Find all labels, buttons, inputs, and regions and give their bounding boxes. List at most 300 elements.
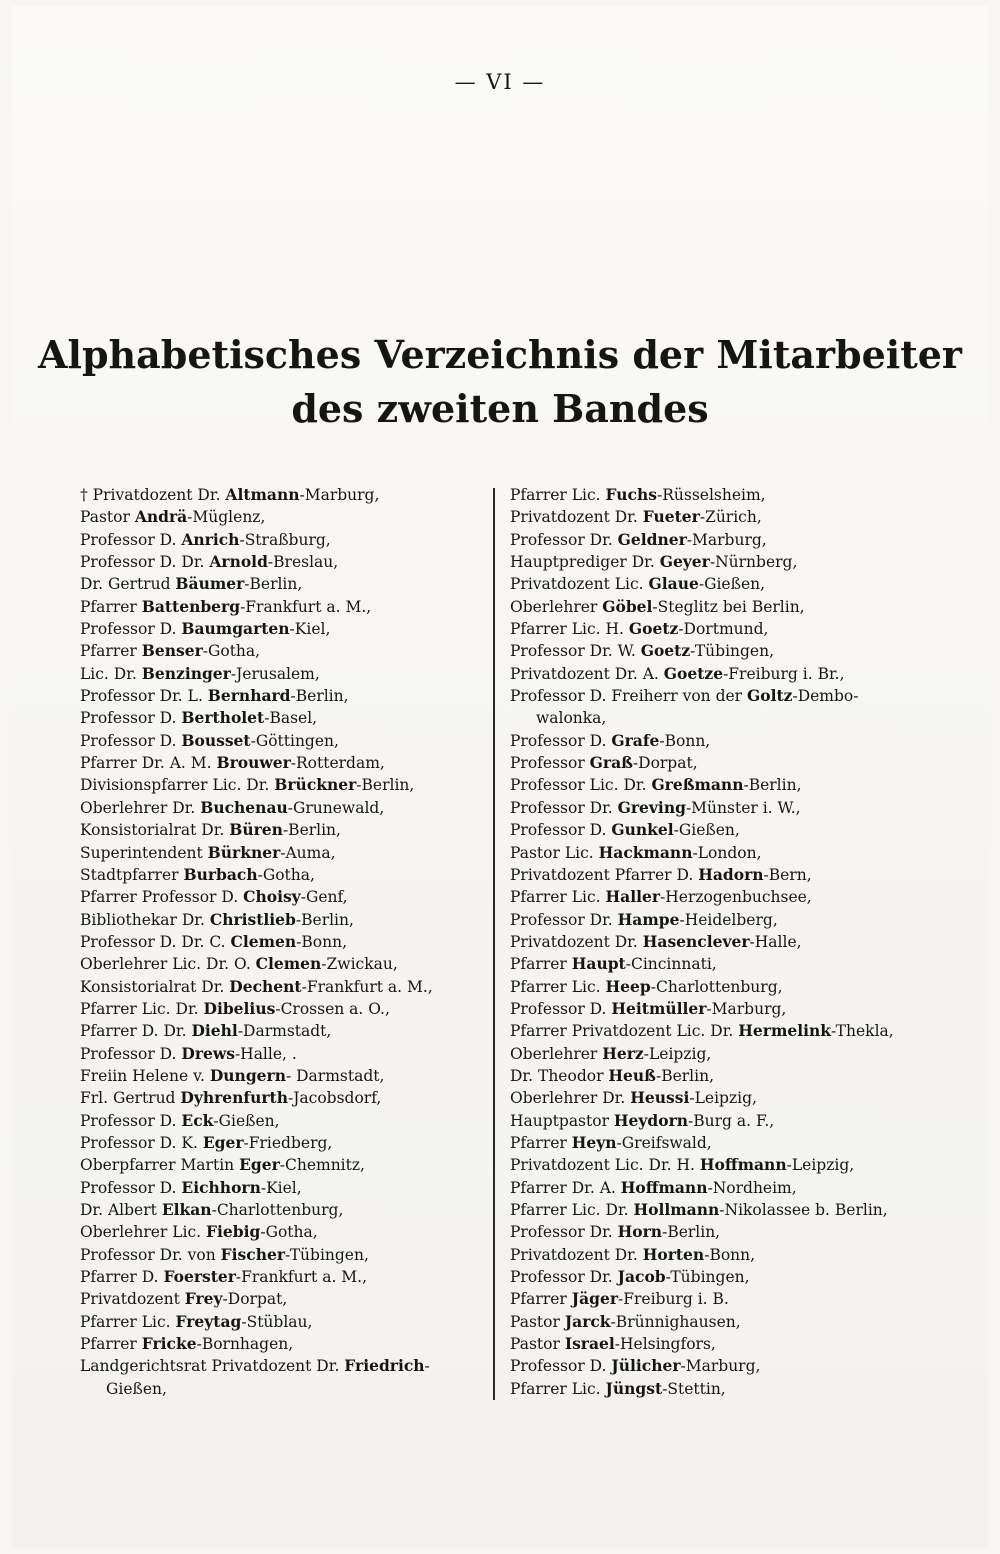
entry-place: -Marburg, bbox=[299, 486, 380, 504]
entry-title: Pfarrer Dr. A. M. bbox=[80, 754, 217, 773]
entry-title: Pfarrer Lic. bbox=[510, 888, 606, 907]
contributor-entry bbox=[510, 1132, 935, 1154]
entry-place: -Bonn, bbox=[659, 731, 711, 750]
contributor-entry bbox=[510, 819, 935, 841]
entry-surname: Burbach bbox=[183, 864, 258, 884]
contributor-entry bbox=[80, 1355, 480, 1377]
left-column bbox=[80, 484, 480, 1400]
entry-surname: Eger bbox=[239, 1155, 280, 1175]
contributor-entry bbox=[80, 1288, 480, 1310]
entry-place: -Straßburg, bbox=[239, 530, 331, 549]
entry-surname: Frey bbox=[184, 1289, 223, 1309]
entry-title: Pfarrer Privatdozent Lic. Dr. bbox=[510, 1022, 739, 1041]
entry-surname: Jüngst bbox=[605, 1378, 663, 1398]
entry-place: -Dortmund, bbox=[678, 620, 769, 639]
contributor-entry bbox=[80, 998, 480, 1020]
entry-title: Pfarrer Lic. bbox=[80, 1312, 176, 1331]
entry-place: -Halle, bbox=[749, 932, 802, 951]
entry-title: Professor Dr. bbox=[510, 1223, 618, 1242]
contributor-entry bbox=[80, 976, 480, 998]
entry-title: Professor D. bbox=[510, 821, 612, 840]
entry-place: -Burg a. F., bbox=[688, 1111, 775, 1130]
entry-surname: Goltz bbox=[747, 686, 793, 706]
contributor-entry bbox=[80, 1221, 480, 1243]
entry-place: -Heidelberg, bbox=[679, 910, 778, 929]
contributor-entry bbox=[80, 819, 480, 841]
entry-surname: Dyhrenfurth bbox=[180, 1088, 288, 1108]
contributor-entry bbox=[510, 1311, 935, 1333]
contributor-entry bbox=[510, 1199, 935, 1221]
entry-surname: Buchenau bbox=[200, 797, 288, 817]
entry-surname: Graß bbox=[589, 753, 633, 773]
entry-title: Professor D. Freiherr von der bbox=[510, 687, 748, 706]
contributor-entry bbox=[80, 1199, 480, 1221]
entry-place: - bbox=[424, 1357, 430, 1376]
contributor-entry bbox=[80, 1266, 480, 1288]
entry-title: Pfarrer Dr. A. bbox=[510, 1178, 621, 1197]
entry-surname: Foerster bbox=[163, 1267, 236, 1287]
entry-title: Pfarrer bbox=[80, 642, 142, 661]
contributor-entry bbox=[510, 931, 935, 953]
entry-title: Hauptprediger Dr. bbox=[510, 553, 660, 572]
entry-surname: Horten bbox=[642, 1244, 705, 1264]
entry-surname: Hackmann bbox=[598, 842, 693, 862]
entry-title: Privatdozent Lic. Dr. H. bbox=[510, 1156, 700, 1175]
entry-place: walonka, bbox=[536, 709, 607, 728]
contributor-entry bbox=[80, 1043, 480, 1065]
entry-place: -Dorpat, bbox=[632, 754, 698, 773]
contributor-entry bbox=[80, 1110, 480, 1132]
contributor-entry bbox=[80, 640, 480, 662]
contributor-entry bbox=[510, 1043, 935, 1065]
entry-surname: Battenberg bbox=[141, 596, 241, 616]
contributor-entry bbox=[80, 529, 480, 551]
entry-surname: Brückner bbox=[274, 775, 357, 795]
column-divider bbox=[493, 488, 495, 1400]
contributor-entry bbox=[80, 707, 480, 729]
contributor-entry bbox=[510, 1177, 935, 1199]
entry-place: -Stettin, bbox=[662, 1379, 726, 1398]
entry-title: Professor D. bbox=[510, 1357, 612, 1376]
entry-place: -Bornhagen, bbox=[196, 1335, 294, 1354]
entry-title: Professor Dr. W. bbox=[510, 642, 641, 661]
contributor-entry bbox=[80, 573, 480, 595]
entry-surname: Choisy bbox=[243, 887, 301, 907]
contributor-entry bbox=[510, 774, 935, 796]
entry-title: Privatdozent Pfarrer D. bbox=[510, 865, 699, 884]
entry-place: -Frankfurt a. M., bbox=[235, 1268, 368, 1287]
contributor-entry bbox=[80, 774, 480, 796]
entry-place: -Genf, bbox=[300, 888, 348, 907]
entry-title: Pfarrer D. Dr. bbox=[80, 1022, 192, 1041]
entry-title: Professor bbox=[510, 754, 590, 773]
entry-title: Professor D. bbox=[80, 709, 182, 728]
entry-place: -Leipzig, bbox=[689, 1089, 757, 1108]
entry-surname: Dungern bbox=[209, 1065, 286, 1085]
entry-title: Konsistorialrat Dr. bbox=[80, 821, 230, 840]
entry-title: Pastor bbox=[510, 1335, 565, 1354]
contributor-entry bbox=[510, 1333, 935, 1355]
entry-title: Freiin Helene v. bbox=[80, 1066, 210, 1085]
entry-title: Oberlehrer Lic. bbox=[80, 1223, 207, 1242]
contributor-entry bbox=[510, 685, 935, 707]
entry-title: Pfarrer bbox=[510, 1290, 572, 1309]
entry-place: -Cincinnati, bbox=[625, 955, 717, 974]
entry-title: Oberlehrer Dr. bbox=[80, 798, 201, 817]
entry-surname: Goetze bbox=[663, 663, 724, 683]
contributor-entry bbox=[510, 752, 935, 774]
entry-surname: Greßmann bbox=[651, 775, 744, 795]
entry-place: -Charlottenburg, bbox=[650, 977, 783, 996]
entry-surname: Bäumer bbox=[175, 574, 245, 594]
entry-title: Superintendent bbox=[80, 843, 208, 862]
contributor-entry bbox=[80, 1132, 480, 1154]
entry-title: Professor D. bbox=[510, 999, 612, 1018]
contributor-entry bbox=[510, 1266, 935, 1288]
contributor-entry bbox=[510, 573, 935, 595]
entry-surname: Goetz bbox=[628, 619, 679, 639]
entry-title: Konsistorialrat Dr. bbox=[80, 977, 230, 996]
entry-place: -Auma, bbox=[280, 843, 336, 862]
entry-place: -Rüsselsheim, bbox=[656, 486, 766, 504]
entry-place: -Gießen, bbox=[698, 575, 766, 594]
entry-place: -Berlin, bbox=[356, 776, 415, 795]
entry-surname: Dechent bbox=[229, 976, 302, 996]
entry-title: Professor Dr. bbox=[510, 1268, 618, 1287]
entry-surname: Arnold bbox=[209, 552, 268, 572]
entry-surname: Drews bbox=[181, 1043, 235, 1063]
contributor-entry bbox=[510, 663, 935, 685]
entry-surname: Fischer bbox=[220, 1244, 286, 1264]
entry-title: Pfarrer Lic. Dr. bbox=[510, 1201, 634, 1219]
entry-surname: Hoffmann bbox=[620, 1177, 708, 1197]
entry-place: -Jacobsdorf, bbox=[287, 1089, 382, 1108]
entry-title: Privatdozent Dr. bbox=[510, 1245, 643, 1264]
entry-place: -Gotha, bbox=[260, 1223, 318, 1242]
entry-surname: Jülicher bbox=[611, 1356, 681, 1376]
entry-surname: Heuß bbox=[608, 1065, 656, 1085]
entry-title: Professor Dr. bbox=[510, 530, 618, 549]
contributor-entry bbox=[80, 752, 480, 774]
entry-surname: Hollmann bbox=[633, 1200, 720, 1219]
contributor-entry bbox=[80, 506, 480, 528]
entry-surname: Eger bbox=[202, 1132, 244, 1152]
entry-surname: Israel bbox=[564, 1334, 615, 1354]
contributor-entry bbox=[80, 663, 480, 685]
entry-place: -Freiburg i. Br., bbox=[723, 664, 845, 683]
entry-place: -Frankfurt a. M., bbox=[301, 977, 433, 996]
entry-place: -Frankfurt a. M., bbox=[240, 597, 372, 616]
entry-surname: Heep bbox=[605, 976, 651, 996]
entry-place: -Greifswald, bbox=[616, 1133, 712, 1152]
entry-title: Pfarrer bbox=[80, 597, 142, 616]
contributor-entry bbox=[80, 1311, 480, 1333]
entry-title: Dr. Theodor bbox=[510, 1066, 609, 1085]
entry-place: -Berlin, bbox=[244, 575, 303, 594]
contributor-entry bbox=[80, 864, 480, 886]
page-number: — VI — bbox=[454, 70, 546, 94]
contributor-entry bbox=[510, 1378, 935, 1400]
contributor-entry bbox=[80, 931, 480, 953]
contributor-entry bbox=[80, 909, 480, 931]
contributor-entry bbox=[80, 1244, 480, 1266]
entry-surname: Goetz bbox=[640, 641, 691, 661]
entry-title: Pfarrer Lic. H. bbox=[510, 620, 629, 639]
contributor-entry bbox=[510, 953, 935, 975]
entry-place: -Crossen a. O., bbox=[275, 999, 390, 1018]
contributor-list bbox=[80, 484, 926, 1424]
entry-place: -Kiel, bbox=[260, 1178, 302, 1197]
contributor-entry bbox=[80, 1065, 480, 1087]
entry-place: -Dembo- bbox=[792, 687, 859, 706]
contributor-entry bbox=[80, 484, 480, 506]
entry-surname: Elkan bbox=[161, 1200, 212, 1219]
entry-surname: Benser bbox=[141, 641, 203, 661]
entry-title: Pfarrer Lic. bbox=[510, 1379, 606, 1398]
contributor-entry bbox=[510, 909, 935, 931]
entry-title: Pfarrer Lic. bbox=[510, 977, 606, 996]
contributor-entry bbox=[80, 685, 480, 707]
entry-surname: Haupt bbox=[571, 954, 626, 974]
entry-title: Pastor Lic. bbox=[510, 843, 599, 862]
entry-surname: Christlieb bbox=[209, 909, 296, 929]
entry-surname: Heitmüller bbox=[611, 998, 707, 1018]
entry-title: Privatdozent Lic. bbox=[510, 575, 649, 594]
entry-surname: Glaue bbox=[648, 574, 699, 594]
entry-place: -Berlin, bbox=[282, 821, 341, 840]
entry-place: -Berlin, bbox=[743, 776, 802, 795]
contributor-entry bbox=[80, 1333, 480, 1355]
contributor-entry bbox=[510, 506, 935, 528]
entry-surname: Fricke bbox=[141, 1334, 197, 1354]
entry-place: -Berlin, bbox=[655, 1066, 715, 1085]
entry-title: Privatdozent Dr. A. bbox=[510, 664, 664, 683]
entry-title: Landgerichtsrat Privatdozent Dr. bbox=[80, 1357, 345, 1376]
entry-surname: Jarck bbox=[564, 1311, 611, 1331]
entry-surname: Andrä bbox=[134, 507, 188, 527]
entry-place: -Nikolassee b. Berlin, bbox=[719, 1201, 888, 1219]
entry-place: -London, bbox=[692, 843, 762, 862]
entry-place: -Zürich, bbox=[699, 508, 762, 527]
entry-surname: Hermelink bbox=[738, 1021, 831, 1041]
entry-surname: Grafe bbox=[611, 730, 660, 750]
entry-title: Professor D. bbox=[80, 731, 182, 750]
entry-place: -Brünnighausen, bbox=[610, 1312, 741, 1331]
entry-surname: Geldner bbox=[617, 529, 687, 549]
entry-title: Professor D. K. bbox=[80, 1133, 203, 1152]
entry-surname: Göbel bbox=[602, 596, 653, 616]
entry-place: -Tübingen, bbox=[285, 1245, 369, 1264]
contributor-entry bbox=[80, 886, 480, 908]
entry-title: Oberlehrer Lic. Dr. O. bbox=[80, 955, 256, 974]
entry-place: -Rotterdam, bbox=[290, 754, 385, 773]
contributor-entry bbox=[510, 484, 935, 506]
entry-title: Divisionspfarrer Lic. Dr. bbox=[80, 776, 275, 795]
contributor-entry bbox=[510, 618, 935, 640]
entry-title: Pfarrer bbox=[80, 1335, 142, 1354]
entry-title: Professor D. bbox=[80, 1044, 182, 1063]
contributor-entry bbox=[510, 1355, 935, 1377]
entry-surname: Büren bbox=[229, 820, 283, 840]
entry-surname: Brouwer bbox=[216, 753, 291, 773]
entry-place: -Gotha, bbox=[202, 642, 261, 661]
contributor-entry bbox=[510, 730, 935, 752]
entry-title: Privatdozent bbox=[80, 1290, 185, 1309]
entry-surname: Fuchs bbox=[605, 485, 657, 504]
contributor-entry bbox=[80, 551, 480, 573]
entry-title: Professor Dr. von bbox=[80, 1245, 221, 1264]
entry-surname: Jacob bbox=[617, 1267, 666, 1287]
entry-surname: Haller bbox=[605, 887, 661, 907]
entry-title: Pfarrer Professor D. bbox=[80, 888, 244, 907]
entry-surname: Hadorn bbox=[698, 864, 764, 884]
contributor-entry bbox=[80, 1378, 480, 1400]
contributor-entry bbox=[510, 1154, 935, 1176]
entry-title: Pastor bbox=[510, 1312, 565, 1331]
contributor-entry bbox=[510, 1110, 935, 1132]
entry-title: Pfarrer Lic. Dr. bbox=[80, 999, 204, 1018]
entry-surname: Clemen bbox=[255, 954, 322, 974]
contributor-entry bbox=[510, 797, 935, 819]
contributor-entry bbox=[510, 1020, 935, 1042]
entry-title: Dr. Gertrud bbox=[80, 575, 176, 594]
entry-place: -Gießen, bbox=[213, 1111, 280, 1130]
entry-title: Hauptpastor bbox=[510, 1111, 614, 1130]
entry-title: Pfarrer bbox=[510, 955, 572, 974]
entry-place: -Herzogenbuchsee, bbox=[660, 888, 812, 907]
entry-place: -Steglitz bei Berlin, bbox=[652, 597, 805, 616]
entry-place: -Bonn, bbox=[296, 932, 348, 951]
contributor-entry bbox=[510, 596, 935, 618]
entry-place: -Tübingen, bbox=[665, 1268, 750, 1287]
entry-place: -Halle, . bbox=[234, 1044, 297, 1063]
entry-place: -Friedberg, bbox=[243, 1133, 333, 1152]
contributor-entry bbox=[510, 886, 935, 908]
entry-title: Professor D. Dr. bbox=[80, 553, 210, 572]
entry-title: Pfarrer D. bbox=[80, 1268, 164, 1287]
entry-surname: Bousset bbox=[181, 730, 251, 750]
entry-surname: Fiebig bbox=[206, 1222, 261, 1242]
entry-place: -Berlin, bbox=[295, 910, 354, 929]
entry-surname: Hasenclever bbox=[642, 931, 750, 951]
entry-place: - Darmstadt, bbox=[285, 1066, 385, 1085]
entry-surname: Altmann bbox=[225, 485, 300, 504]
entry-surname: Geyer bbox=[659, 552, 710, 572]
entry-place: Gießen, bbox=[106, 1379, 167, 1398]
entry-place: -Marburg, bbox=[686, 530, 767, 549]
entry-title: Pastor bbox=[80, 508, 135, 527]
entry-place: -Dorpat, bbox=[222, 1290, 288, 1309]
entry-place: -Gießen, bbox=[673, 821, 740, 840]
entry-place: -Münster i. W., bbox=[685, 798, 801, 817]
contributor-entry bbox=[80, 596, 480, 618]
entry-place: -Stüblau, bbox=[241, 1312, 313, 1331]
entry-title: Bibliothekar Dr. bbox=[80, 910, 210, 929]
contributor-entry bbox=[510, 1221, 935, 1243]
entry-place: -Chemnitz, bbox=[279, 1156, 365, 1175]
contributor-entry bbox=[80, 1177, 480, 1199]
entry-surname: Friedrich bbox=[344, 1356, 425, 1376]
entry-surname: Hoffmann bbox=[699, 1155, 787, 1175]
entry-surname: Jäger bbox=[571, 1289, 618, 1309]
entry-place: -Grunewald, bbox=[287, 798, 385, 817]
title-line-1: Alphabetisches Verzeichnis der Mitarbeiter bbox=[38, 332, 962, 377]
entry-place: -Berlin, bbox=[290, 687, 349, 706]
entry-place: -Helsingfors, bbox=[614, 1335, 716, 1354]
entry-place: -Basel, bbox=[264, 709, 318, 728]
contributor-entry bbox=[80, 730, 480, 752]
entry-place: -Leipzig, bbox=[643, 1044, 712, 1063]
contributor-entry bbox=[510, 998, 935, 1020]
contributor-entry bbox=[510, 976, 935, 998]
entry-title: Professor D. bbox=[510, 731, 612, 750]
entry-title: Lic. Dr. bbox=[80, 664, 142, 683]
contributor-entry bbox=[510, 529, 935, 551]
contributor-entry bbox=[510, 864, 935, 886]
contributor-entry bbox=[510, 551, 935, 573]
entry-surname: Baumgarten bbox=[181, 619, 290, 639]
entry-place: -Nordheim, bbox=[707, 1178, 797, 1197]
entry-title: Privatdozent Dr. bbox=[510, 508, 643, 527]
contributor-entry bbox=[510, 640, 935, 662]
entry-place: -Nürnberg, bbox=[709, 553, 798, 572]
entry-surname: Freytag bbox=[175, 1311, 242, 1331]
entry-place: -Thekla, bbox=[831, 1022, 894, 1041]
contributor-entry bbox=[510, 1065, 935, 1087]
entry-surname: Heyn bbox=[571, 1132, 617, 1152]
entry-place: -Breslau, bbox=[267, 553, 339, 572]
contributor-entry bbox=[510, 1087, 935, 1109]
entry-surname: Heussi bbox=[630, 1088, 690, 1108]
entry-surname: Gunkel bbox=[611, 820, 674, 840]
entry-place: -Berlin, bbox=[662, 1223, 721, 1242]
entry-surname: Dibelius bbox=[203, 998, 276, 1018]
entry-surname: Horn bbox=[617, 1222, 663, 1242]
entry-place: -Jerusalem, bbox=[230, 664, 320, 683]
contributor-entry bbox=[80, 842, 480, 864]
entry-place: -Marburg, bbox=[680, 1357, 761, 1376]
entry-surname: Heydorn bbox=[613, 1110, 689, 1130]
entry-place: -Gotha, bbox=[257, 865, 315, 884]
entry-place: -Göttingen, bbox=[250, 731, 339, 750]
entry-surname: Benzinger bbox=[141, 663, 231, 683]
contributor-entry bbox=[80, 1087, 480, 1109]
entry-title: Professor D. Dr. C. bbox=[80, 932, 231, 951]
entry-place: -Kiel, bbox=[289, 620, 331, 639]
entry-title: Professor D. bbox=[80, 1111, 182, 1130]
entry-place: -Darmstadt, bbox=[237, 1022, 332, 1041]
entry-surname: Clemen bbox=[230, 931, 297, 951]
entry-place: -Zwickau, bbox=[321, 955, 398, 974]
entry-surname: Bürkner bbox=[207, 842, 281, 862]
entry-title: Pfarrer bbox=[510, 1133, 572, 1152]
contributor-entry bbox=[80, 1020, 480, 1042]
entry-surname: Eichhorn bbox=[181, 1177, 261, 1197]
page-title bbox=[0, 328, 1000, 436]
entry-place: -Freiburg i. B. bbox=[618, 1290, 729, 1309]
entry-surname: Fueter bbox=[642, 507, 700, 527]
contributor-entry bbox=[80, 1154, 480, 1176]
entry-surname: Eck bbox=[181, 1110, 214, 1130]
entry-title: Stadtpfarrer bbox=[80, 865, 184, 884]
entry-surname: Bernhard bbox=[207, 686, 291, 706]
entry-title: Privatdozent Dr. bbox=[510, 932, 643, 951]
entry-title: Professor D. bbox=[80, 530, 182, 549]
entry-title: Oberlehrer bbox=[510, 1044, 603, 1063]
entry-title: Frl. Gertrud bbox=[80, 1089, 181, 1108]
entry-surname: Greving bbox=[617, 797, 686, 817]
entry-place: -Tübingen, bbox=[690, 642, 775, 661]
